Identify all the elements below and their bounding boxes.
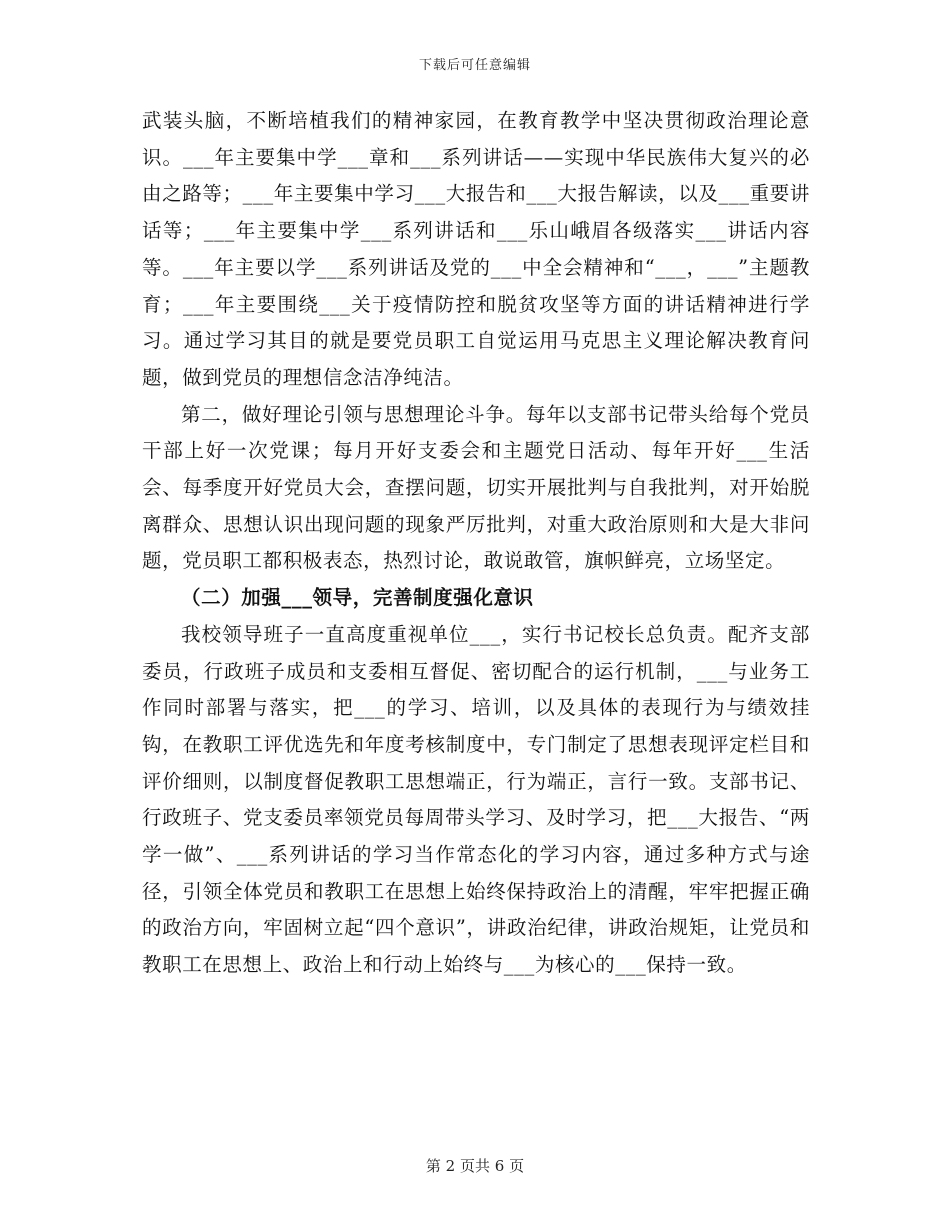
section-heading: （二）加强___领导，完善制度强化意识 (181, 586, 534, 610)
paragraph-second-point: 第二，做好理论引领与思想理论斗争。每年以支部书记带头给每个党员干部上好一次党课；每月开好支委会和主题党日活动、每年开好___生活会、每季度开好党员大会，查摆问题，切实开展批判与自我批判，对开始脱离群众、思想认识出现问题的现象严厉批判，对重大政治原则和大是大非问题，党员职工都积极表态，热烈讨论，敢说敢管，旗帜鲜亮，立场坚定。 (142, 402, 810, 573)
page-number: 第 2 页共 6 页 (425, 1157, 525, 1175)
paragraph-continued: 武装头脑，不断培植我们的精神家园，在教育教学中坚决贯彻政治理论意识。___年主要集中学___章和___系列讲话——实现中华民族伟大复兴的必由之路等；___年主要集中学习___大报告和___大报告解读，以及___重要讲话等；___年主要集中学___系列讲话和___乐山峨眉各级落实___讲话内容等。___年主要以学___系列讲话及党的___中全会精神和“___，___”主题教育；___年主要围绕___关于疫情防控和脱贫攻坚等方面的讲话精神进行学习。通过学习其目的就是要党员职工自觉运用马克思主义理论解决教育问题，做到党员的理想信念洁净纯洁。 (142, 109, 810, 389)
page-header: 下载后可任意编辑 (418, 58, 531, 73)
paragraph-leadership: 我校领导班子一直高度重视单位___，实行书记校长总负责。配齐支部委员，行政班子成员和支委相互督促、密切配合的运行机制，___与业务工作同时部署与落实，把___的学习、培训，以及具体的表现行为与绩效挂钩，在教职工评优选先和年度考核制度中，专门制定了思想表现评定栏目和评价细则，以制度督促教职工思想端正，行为端正，言行一致。支部书记、行政班子、党支委员率领党员每周带头学习、及时学习，把___大报告、“两学一做”、___系列讲话的学习当作常态化的学习内容，通过多种方式与途径，引领全体党员和教职工在思想上始终保持政治上的清醒，牢牢把握正确的政治方向，牢固树立起“四个意识”，讲政治纪律，讲政治规矩，让党员和教职工在思想上、政治上和行动上始终与___为核心的___保持一致。 (142, 622, 810, 977)
document-body (142, 103, 810, 984)
